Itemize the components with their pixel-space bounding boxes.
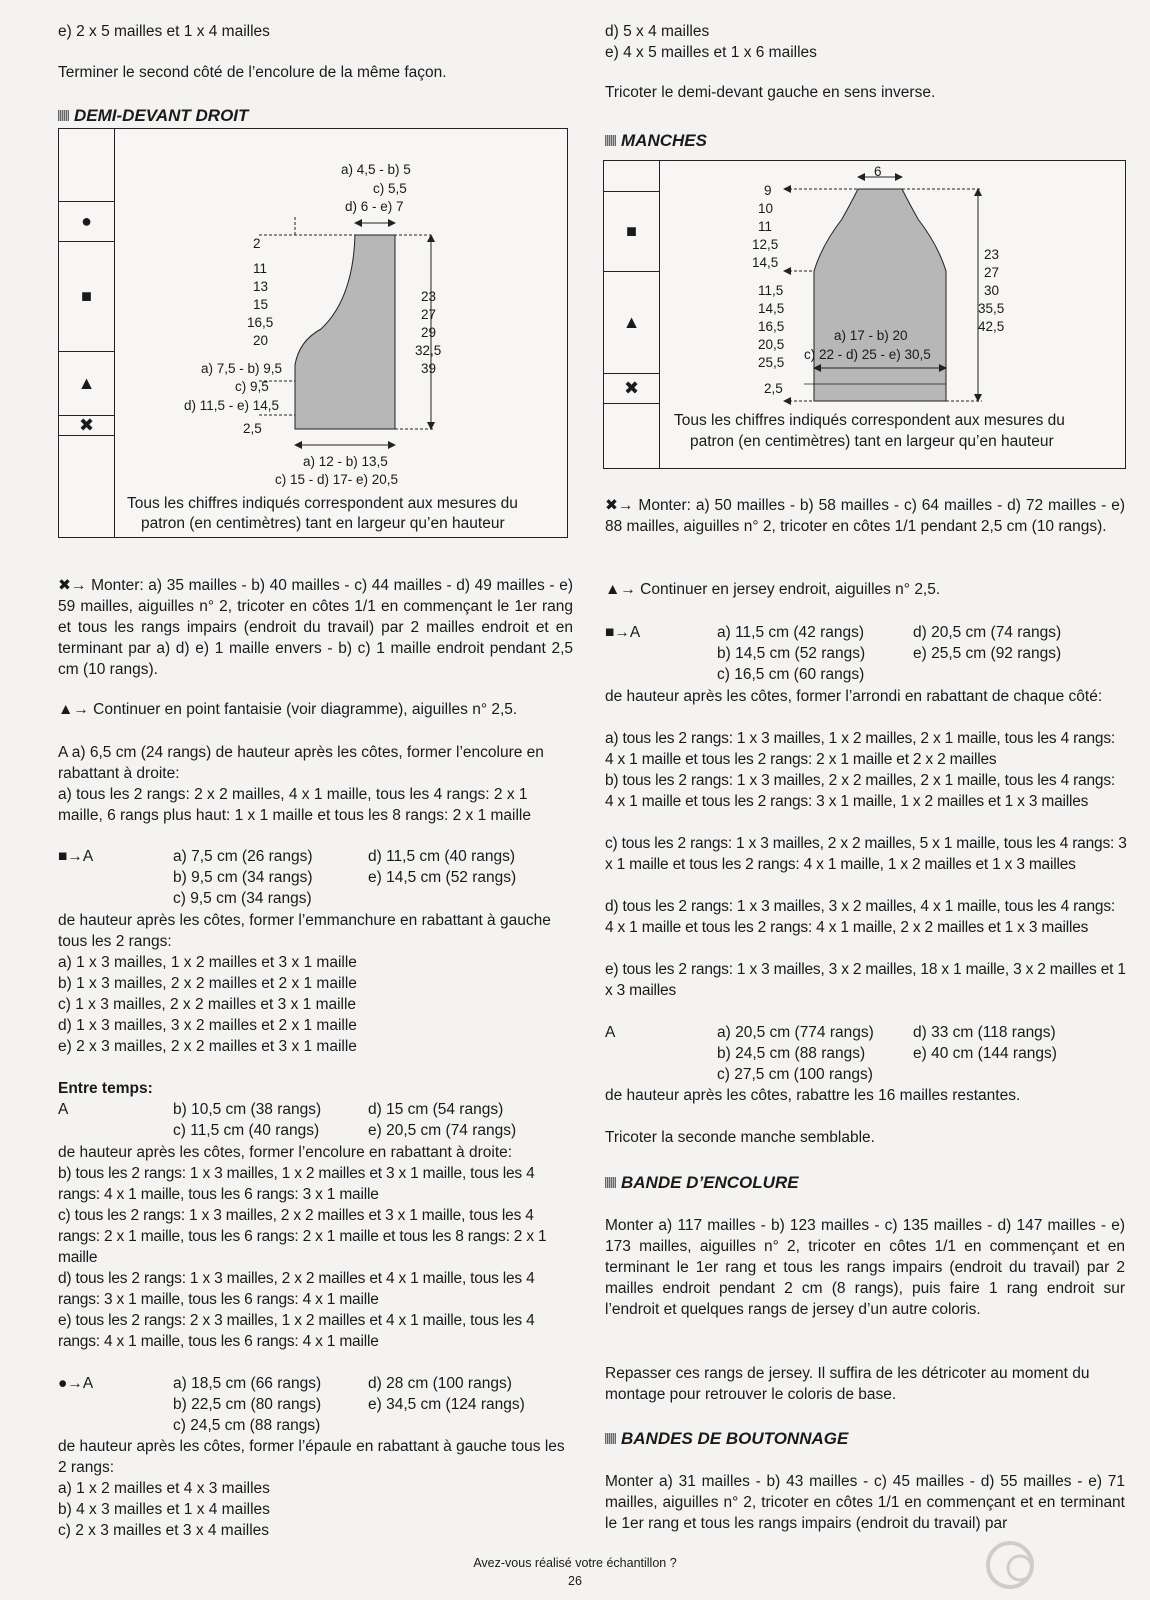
armhole-label: d) 11,5 - e) 14,5: [184, 398, 280, 413]
list-item: e) tous les 2 rangs: 2 x 3 mailles, 1 x 2 mailles et 4 x 1 maille, tous les 4 rangs: 4 x 1 maille, tous les 6 rangs: 4 x 1 maille: [58, 1312, 535, 1350]
width-label: c) 5,5: [373, 181, 407, 196]
height-label: 20: [253, 333, 269, 348]
list-item: d) tous les 2 rangs: 1 x 3 mailles, 2 x 2 mailles et 4 x 1 maille, tous les 4 rangs: 3 x 1 maille, tous les 6 rangs: 4 x 1 maille: [58, 1270, 535, 1308]
neckband-paragraph: Repasser ces rangs de jersey. Il suffira de les détricoter au moment du montage pour retrouver le coloris de base.: [605, 1365, 1090, 1403]
height-label: 30: [984, 283, 1000, 298]
list-item: a) 1 x 3 mailles, 1 x 2 mailles et 3 x 1 maille: [58, 954, 357, 971]
width-label: a) 12 - b) 13,5: [303, 454, 388, 469]
height-label: 16,5: [758, 319, 785, 334]
section-marker-icon: [58, 110, 69, 121]
square-symbol-icon: ■: [59, 241, 114, 352]
shape-paragraph: de hauteur après les côtes, former l’arrondi en rabattant de chaque côté:: [605, 688, 1103, 705]
width-label: d) 6 - e) 7: [345, 199, 404, 214]
height-label: 23: [421, 289, 437, 304]
list-item: c) 1 x 3 mailles, 2 x 2 mailles et 3 x 1 maille: [58, 996, 357, 1013]
diagram-caption: patron (en centimètres) tant en largeur qu’en hauteur: [141, 515, 505, 532]
front-diagram: [58, 128, 568, 538]
list-item: d) 1 x 3 mailles, 3 x 2 mailles et 2 x 1 maille: [58, 1017, 357, 1034]
armhole-paragraph: de hauteur après les côtes, former l’emmanchure en rabattant à gauche tous les 2 rangs:: [58, 912, 551, 950]
shoulder-paragraph: de hauteur après les côtes, former l’épaule en rabattant à gauche tous les 2 rangs:: [58, 1438, 565, 1476]
neck-paragraph: A a) 6,5 cm (24 rangs) de hauteur après les côtes, former l’encolure en rabattant à droite:: [58, 744, 544, 782]
armhole-label: a) 7,5 - b) 9,5: [201, 361, 283, 376]
section-title-buttonbands: BANDES DE BOUTONNAGE: [605, 1428, 848, 1449]
text-line: e) 4 x 5 mailles et 1 x 6 mailles: [605, 44, 817, 61]
cast-on-paragraph: ✖→ Monter: a) 35 mailles - b) 40 mailles - c) 44 mailles - d) 49 mailles - e) 59 mailles, aiguilles n° 2, tricoter en côtes 1/1 en commençant le 1er rang et tous les rangs impairs (endroit du travail) par 2 mailles endroit et en terminant par a) d) e) 1 maille envers - b) c) 1 maille endroit pendant 2,5 cm (10 rangs).: [58, 577, 573, 678]
sizes-grid: ■→ A a) 7,5 cm (26 rangs) d) 11,5 cm (40 rangs) b) 9,5 cm (34 rangs) e) 14,5 cm (52 rangs) c) 9,5 cm (34 rangs): [58, 848, 517, 907]
height-label: 27: [984, 265, 1000, 280]
section-marker-icon: [605, 1177, 616, 1188]
list-item: a) tous les 2 rangs: 1 x 3 mailles, 1 x 2 mailles, 2 x 1 maille, tous les 4 rangs: 4 x 1 maille et tous les 2 rangs: 2 x 1 maille et 2 x 2 mailles: [605, 730, 1115, 768]
height-label: 29: [421, 325, 437, 340]
continue-paragraph: ▲→ Continuer en jersey endroit, aiguilles n° 2,5.: [605, 581, 941, 598]
square-arrow-icon: ■→ A: [605, 624, 641, 641]
sizes-grid: A b) 10,5 cm (38 rangs) d) 15 cm (54 rangs) c) 11,5 cm (40 rangs) e) 20,5 cm (74 rangs): [58, 1101, 517, 1139]
height-label: 20,5: [758, 337, 785, 352]
cross-arrow-icon: ✖→: [58, 577, 92, 594]
dot-arrow-icon: ●→ A: [58, 1375, 94, 1392]
list-item: d) tous les 2 rangs: 1 x 3 mailles, 3 x 2 mailles, 4 x 1 maille, tous les 4 rangs: 4 x 1 maille et tous les 2 rangs: 4 x 1 maille, 2 x 2 mailles et 1 x 3 mailles: [605, 898, 1115, 936]
height-label: 14,5: [758, 301, 785, 316]
section-title-neckband: BANDE D’ENCOLURE: [605, 1172, 799, 1193]
height-label: 12,5: [752, 237, 779, 252]
list-item: c) 2 x 3 mailles et 3 x 4 mailles: [58, 1522, 270, 1539]
text-line: de hauteur après les côtes, former l’encolure en rabattant à droite:: [58, 1144, 513, 1161]
buttonband-paragraph: Monter a) 31 mailles - b) 43 mailles - c) 45 mailles - d) 55 mailles - e) 71 mailles, aiguilles n° 2, tricoter en côtes 1/1 en commençant et en terminant le 1er rang et tous les rangs impairs (endroit du travail) par: [605, 1473, 1125, 1532]
list-item: e) 2 x 3 mailles, 2 x 2 mailles et 3 x 1 maille: [58, 1038, 357, 1055]
rib-label: 2,5: [764, 381, 783, 396]
square-arrow-icon: ■→ A: [58, 848, 94, 865]
diagram-caption: patron (en centimètres) tant en largeur qu’en hauteur: [690, 433, 1054, 450]
list-item: c) tous les 2 rangs: 1 x 3 mailles, 2 x 2 mailles et 3 x 1 maille, tous les 4 rangs: 2 x 1 maille, tous les 6 rangs: 2 x 1 maille et tous les 8 rangs: 2 x 1 maille: [58, 1207, 547, 1266]
cross-symbol-icon: ✖: [59, 415, 114, 436]
rib-label: 2,5: [243, 421, 262, 436]
cross-arrow-icon: ✖→: [605, 497, 639, 514]
diagram-caption: Tous les chiffres indiqués correspondent aux mesures du: [674, 412, 1065, 429]
list-item: b) tous les 2 rangs: 1 x 3 mailles, 1 x 2 mailles et 3 x 1 maille, tous les 4 rangs: 4 x 1 maille, tous les 6 rangs: 3 x 1 maille: [58, 1165, 535, 1203]
height-label: 39: [421, 361, 437, 376]
width-label: 6: [874, 164, 882, 179]
height-label: 2: [253, 236, 261, 251]
subheading: Entre temps:: [58, 1080, 153, 1097]
diagram-caption: Tous les chiffres indiqués correspondent aux mesures du: [127, 495, 518, 512]
height-label: 11: [253, 261, 268, 276]
list-item: b) 4 x 3 mailles et 1 x 4 mailles: [58, 1501, 270, 1518]
text-line: Terminer le second côté de l’encolure de la même façon.: [58, 64, 447, 81]
list-item: a) 1 x 2 mailles et 4 x 3 mailles: [58, 1480, 270, 1497]
section-marker-icon: [605, 1433, 616, 1444]
width-label: a) 17 - b) 20: [834, 328, 908, 343]
square-symbol-icon: ■: [604, 191, 659, 272]
height-label: 10: [758, 201, 774, 216]
height-label: 35,5: [978, 301, 1005, 316]
height-label: 9: [764, 183, 772, 198]
height-label: 16,5: [247, 315, 274, 330]
text-line: de hauteur après les côtes, rabattre les 16 mailles restantes.: [605, 1087, 1021, 1104]
sizes-grid: ■→ A a) 11,5 cm (42 rangs) d) 20,5 cm (74 rangs) b) 14,5 cm (52 rangs) e) 25,5 cm (92 rangs) c) 16,5 cm (60 rangs): [605, 624, 1062, 683]
triangle-symbol-icon: ▲: [604, 271, 659, 374]
footer-question: Avez-vous réalisé votre échantillon ?: [473, 1556, 677, 1570]
height-label: 14,5: [752, 255, 779, 270]
triangle-arrow-icon: ▲→: [58, 701, 94, 718]
text-line: e) 2 x 5 mailles et 1 x 4 mailles: [58, 23, 270, 40]
armhole-label: c) 9,5: [235, 379, 269, 394]
continue-paragraph: ▲→ Continuer en point fantaisie (voir diagramme), aiguilles n° 2,5.: [58, 701, 518, 718]
width-label: c) 15 - d) 17- e) 20,5: [275, 472, 399, 487]
height-label: 15: [253, 297, 269, 312]
width-label: c) 22 - d) 25 - e) 30,5: [804, 347, 931, 362]
dot-symbol-icon: ●: [59, 201, 114, 242]
section-title-front: DEMI-DEVANT DROIT: [58, 105, 248, 126]
triangle-arrow-icon: ▲→: [605, 581, 641, 598]
cross-symbol-icon: ✖: [604, 373, 659, 404]
neck-paragraph: a) tous les 2 rangs: 2 x 2 mailles, 4 x 1 maille, tous les 4 rangs: 2 x 1 maille, 6 rangs plus haut: 1 x 1 maille et tous les 8 rangs: 2 x 1 maille: [58, 786, 531, 824]
cast-on-paragraph: ✖→ Monter: a) 50 mailles - b) 58 mailles - c) 64 mailles - d) 72 mailles - e) 88 mailles, aiguilles n° 2, tricoter en côtes 1/1 pendant 2,5 cm (10 rangs).: [605, 497, 1125, 535]
width-label: a) 4,5 - b) 5: [341, 162, 411, 177]
text-line: Tricoter la seconde manche semblable.: [605, 1129, 875, 1146]
sizes-grid: ●→ A a) 18,5 cm (66 rangs) d) 28 cm (100 rangs) b) 22,5 cm (80 rangs) e) 34,5 cm (124 rangs) c) 24,5 cm (88 rangs): [58, 1375, 525, 1434]
height-label: 32,5: [415, 343, 442, 358]
list-item: e) tous les 2 rangs: 1 x 3 mailles, 3 x 2 mailles, 18 x 1 maille, 3 x 2 mailles et 1 x 3 mailles: [605, 961, 1126, 999]
page-number: 26: [568, 1574, 582, 1588]
height-label: 42,5: [978, 319, 1005, 334]
triangle-symbol-icon: ▲: [59, 351, 114, 416]
height-label: 23: [984, 247, 1000, 262]
list-item: c) tous les 2 rangs: 1 x 3 mailles, 2 x 2 mailles, 5 x 1 maille, tous les 4 rangs: 3 x 1 maille et tous les 2 rangs: 4 x 1 maille, 1 x 2 mailles et 1 x 3 mailles: [605, 835, 1127, 873]
sleeve-diagram: [603, 160, 1126, 469]
neckband-paragraph: Monter a) 117 mailles - b) 123 mailles - c) 135 mailles - d) 147 mailles - e) 173 mailles, aiguilles n° 2, tricoter en côtes 1/1 en commençant et en terminant le 1er rang et tous les rangs impairs (endroit du travail) par 2 mailles endroit pendant 2 cm (8 rangs), puis faire 1 rang endroit sur l’endroit et quelques rangs de jersey d’un autre coloris.: [605, 1217, 1125, 1318]
text-line: d) 5 x 4 mailles: [605, 23, 710, 40]
list-item: b) 1 x 3 mailles, 2 x 2 mailles et 2 x 1 maille: [58, 975, 357, 992]
watermark-logo-icon: [980, 1530, 1150, 1600]
section-title-sleeves: MANCHES: [605, 130, 707, 151]
list-item: b) tous les 2 rangs: 1 x 3 mailles, 2 x 2 mailles, 2 x 1 maille, tous les 4 rangs: 4 x 1 maille et tous les 2 rangs: 3 x 1 maille, 1 x 2 mailles et 1 x 3 mailles: [605, 772, 1115, 810]
height-label: 25,5: [758, 355, 785, 370]
sizes-grid: A a) 20,5 cm (774 rangs) d) 33 cm (118 rangs) b) 24,5 cm (88 rangs) e) 40 cm (144 rangs) c) 27,5 cm (100 rangs): [605, 1024, 1057, 1083]
section-marker-icon: [605, 135, 616, 146]
text-line: Tricoter le demi-devant gauche en sens inverse.: [605, 84, 936, 101]
height-label: 11: [758, 219, 773, 234]
height-label: 27: [421, 307, 437, 322]
height-label: 13: [253, 279, 269, 294]
height-label: 11,5: [758, 283, 784, 298]
